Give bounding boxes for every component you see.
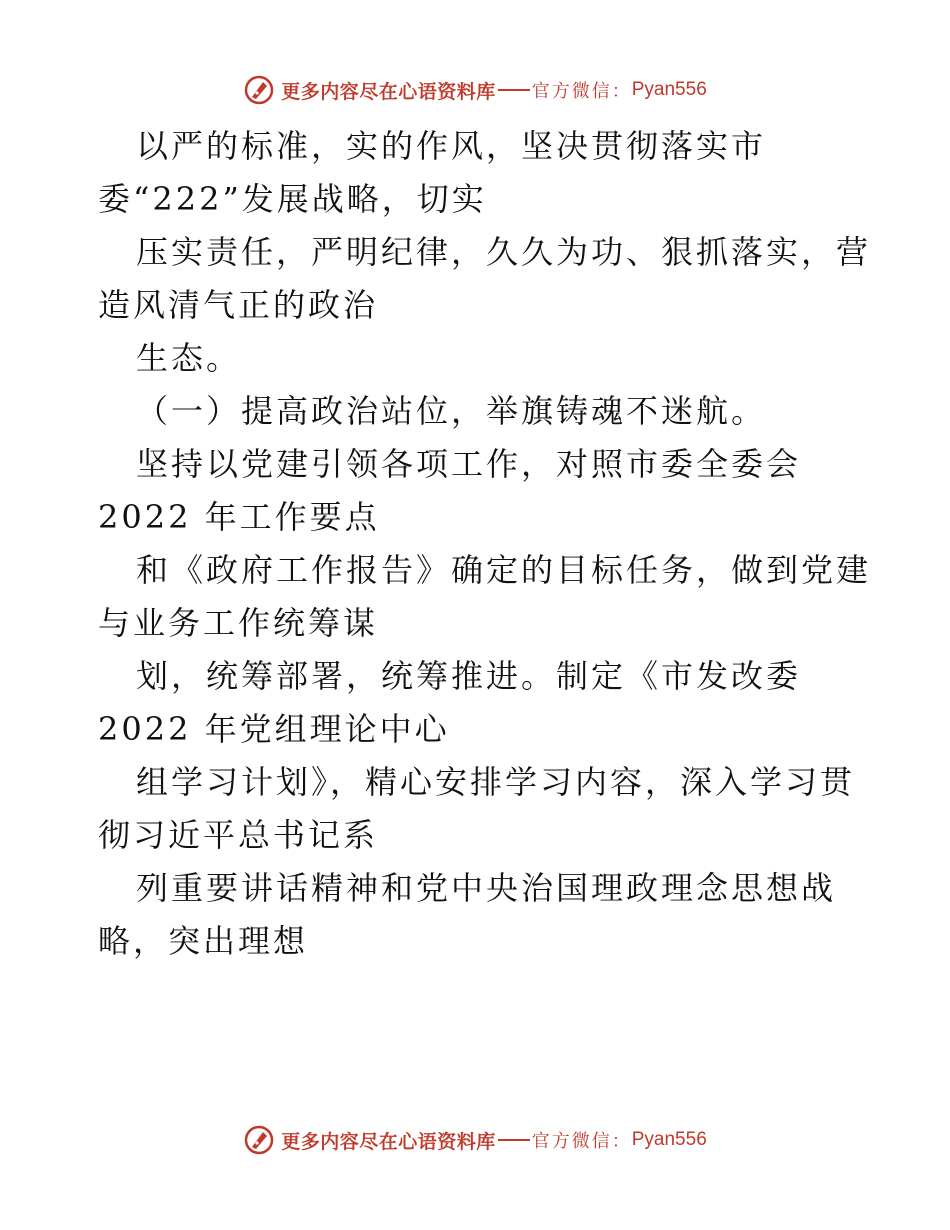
text-line: 组学习计划》，精心安排学习内容，深入学习贯: [136, 763, 856, 801]
text-line: 造风清气正的政治: [98, 286, 379, 324]
footer-watermark: [0, 1120, 950, 1160]
pen-nib-icon: [243, 74, 275, 106]
text-line: 略，突出理想: [98, 922, 309, 960]
text-line: 2022 年党组理论中心: [98, 710, 450, 748]
watermark-official: 官方微信：: [531, 1131, 632, 1152]
watermark-id: Pyan556: [631, 79, 707, 100]
text-line: 彻习近平总书记系: [98, 816, 379, 854]
watermark-dash: [498, 89, 530, 91]
document-body: [98, 120, 872, 968]
watermark-official: 官方微信：: [531, 81, 632, 102]
pen-nib-icon: [243, 1124, 275, 1156]
text-line: 与业务工作统筹谋: [98, 604, 379, 642]
watermark-id: Pyan556: [631, 1129, 707, 1150]
text-line: 2022 年工作要点: [98, 498, 380, 536]
watermark-brand: 更多内容尽在心语资料库: [281, 80, 496, 103]
text-line: 划，统筹部署，统筹推进。制定《市发改委: [136, 657, 802, 695]
text-line: 列重要讲话精神和党中央治国理政理念思想战: [136, 869, 837, 907]
text-line: 和《政府工作报告》确定的目标任务，做到党建: [136, 551, 872, 589]
header-watermark: [0, 70, 950, 110]
text-line: 以严的标准，实的作风，坚决贯彻落实市: [136, 127, 767, 165]
text-line: 委“222”发展战略，切实: [98, 180, 487, 218]
watermark-brand: 更多内容尽在心语资料库: [281, 1130, 496, 1153]
text-line: 生态。: [136, 339, 242, 377]
section-heading: （一）提高政治站位，举旗铸魂不迷航。: [136, 392, 767, 430]
text-line: 压实责任，严明纪律，久久为功、狠抓落实，营: [136, 233, 872, 271]
text-line: 坚持以党建引领各项工作，对照市委全委会: [136, 445, 802, 483]
watermark-dash: [498, 1139, 530, 1141]
